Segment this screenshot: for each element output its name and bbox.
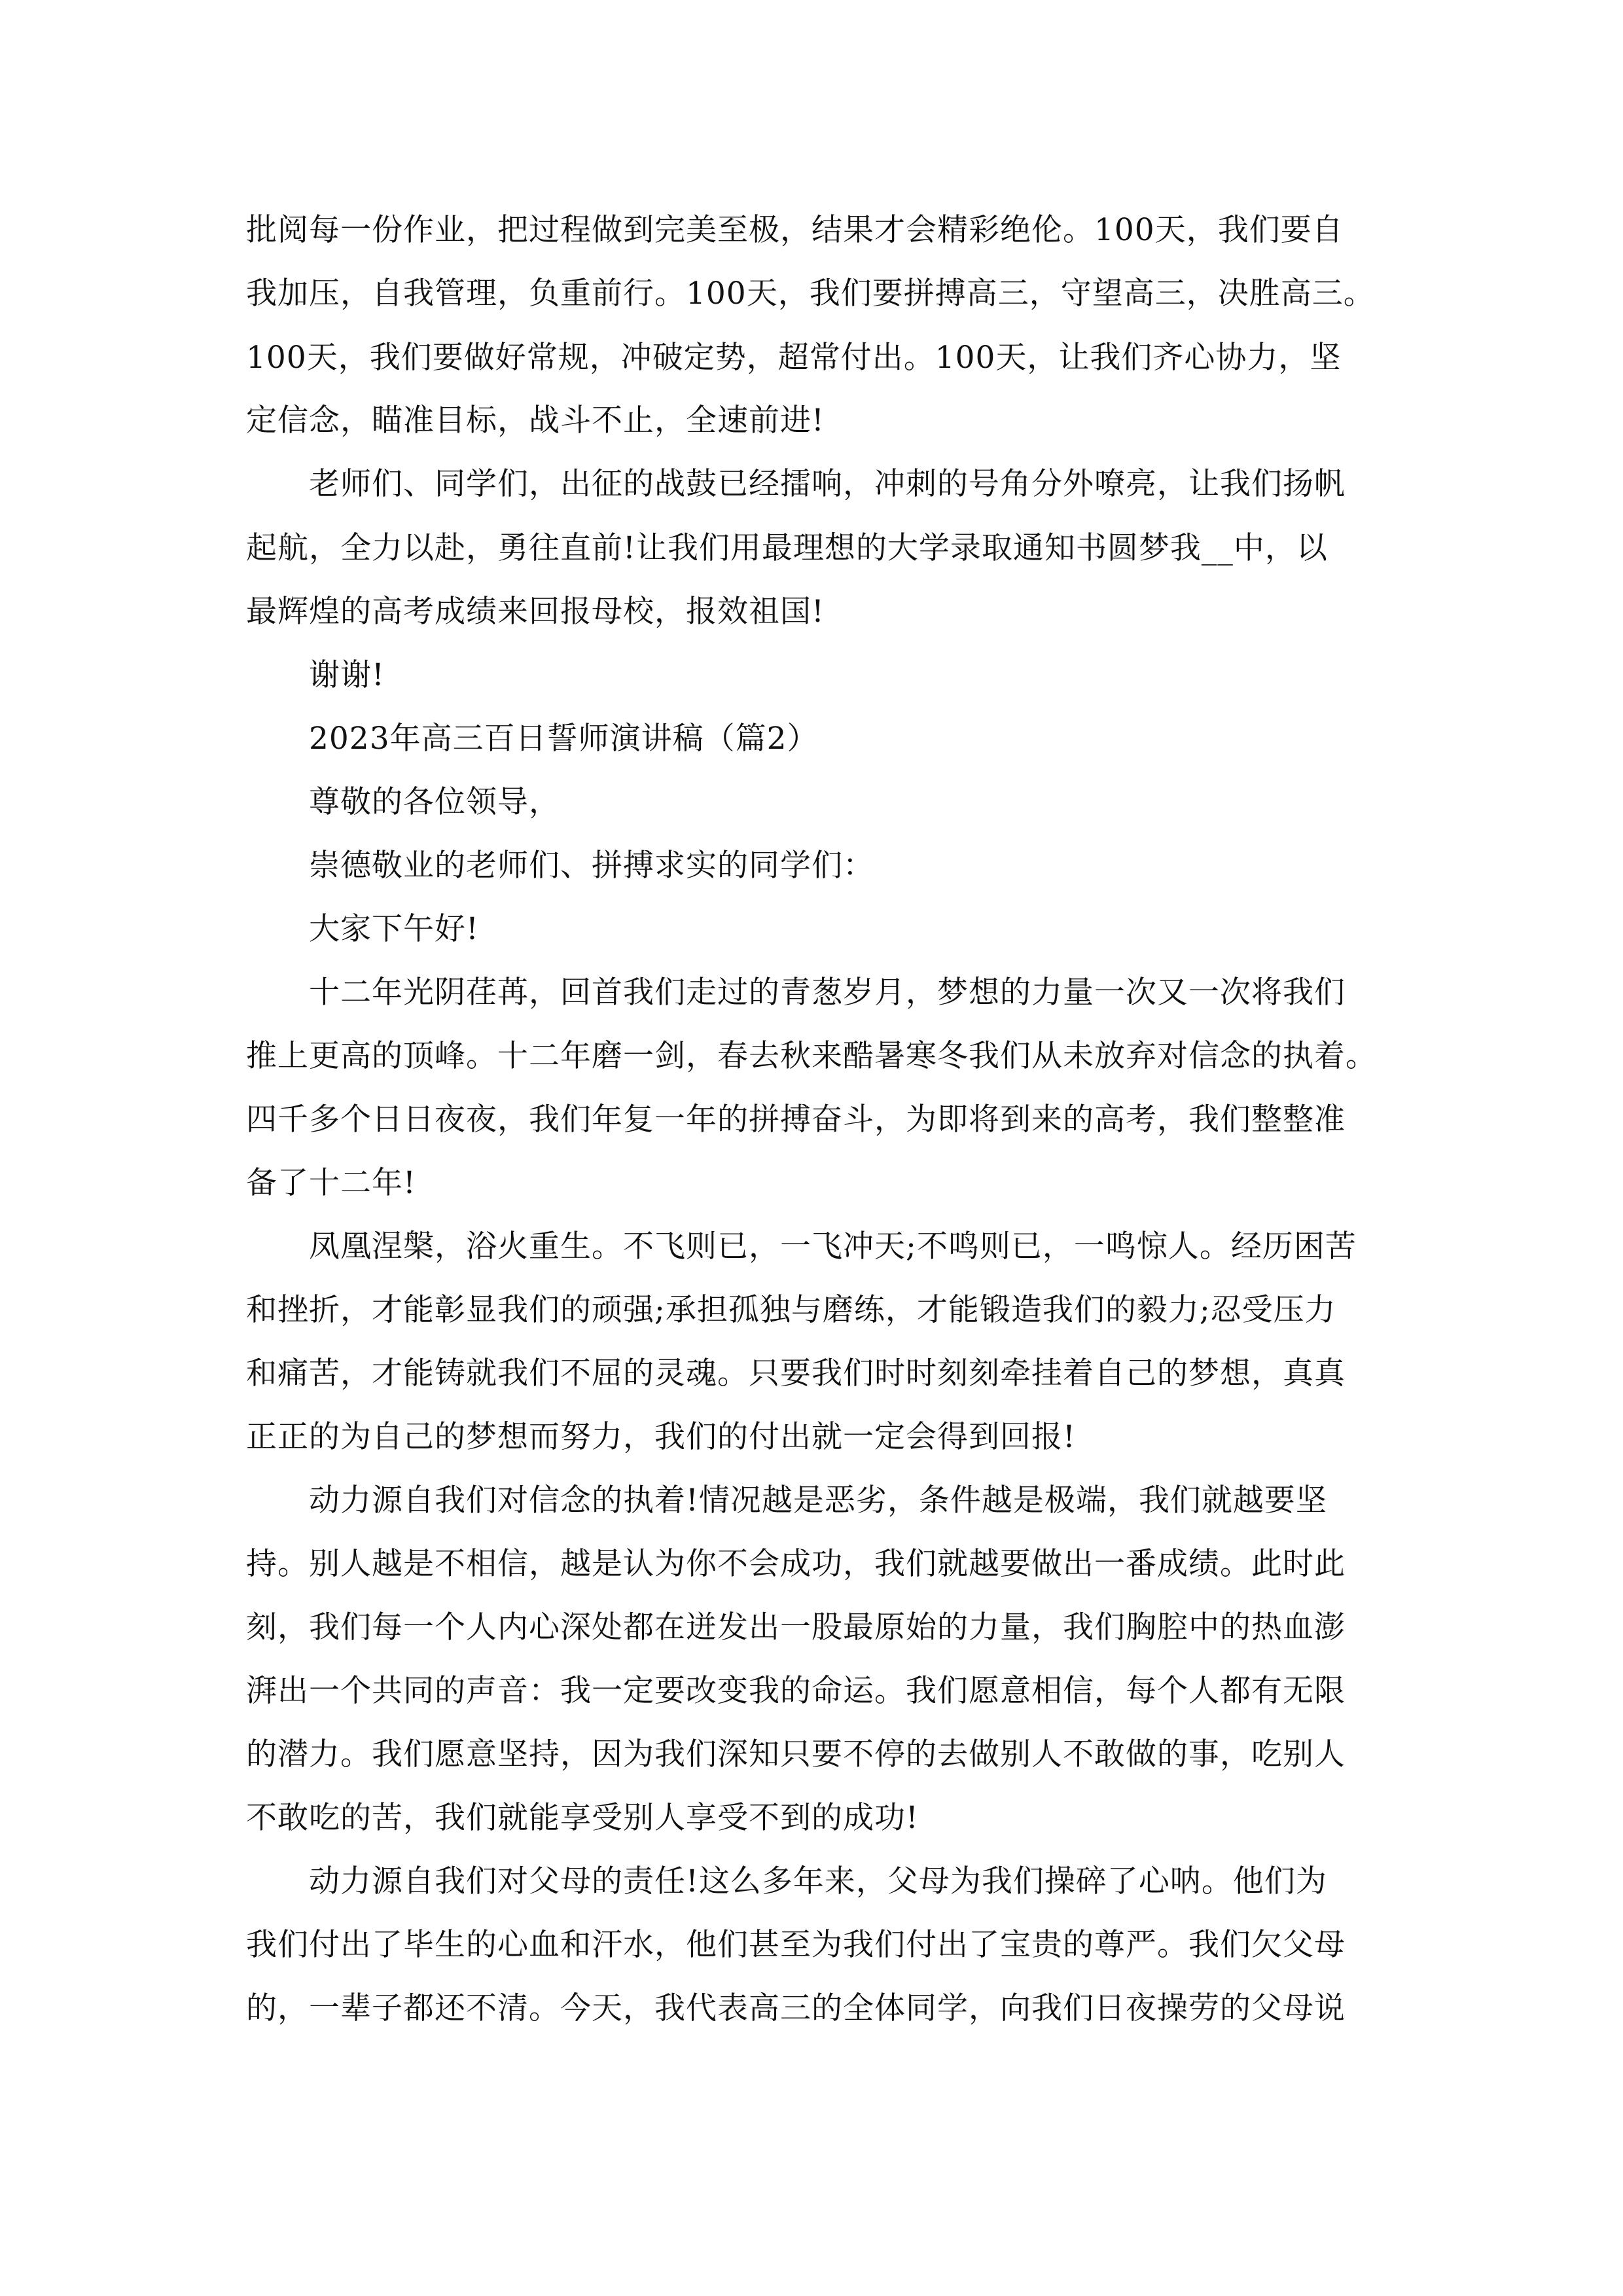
- paragraph-line: 我加压，自我管理，负重前行。100天，我们要拼搏高三，守望高三，决胜高三。: [246, 276, 1375, 312]
- paragraph-line: 推上更高的顶峰。十二年磨一剑，春去秋来酷暑寒冬我们从未放弃对信念的执着。: [246, 1038, 1377, 1074]
- paragraph-line: 十二年光阴荏苒，回首我们走过的青葱岁月，梦想的力量一次又一次将我们: [309, 975, 1346, 1011]
- paragraph-line: 的，一辈子都还不清。今天，我代表高三的全体同学，向我们日夜操劳的父母说: [246, 1990, 1346, 2026]
- paragraph-line: 我们付出了毕生的心血和汗水，他们甚至为我们付出了宝贵的尊严。我们欠父母: [246, 1927, 1346, 1963]
- paragraph-line: 定信念，瞄准目标，战斗不止，全速前进!: [246, 403, 825, 439]
- closing-line: 谢谢!: [309, 657, 385, 693]
- paragraph-line: 最辉煌的高考成绩来回报母校，报效祖国!: [246, 594, 825, 630]
- paragraph-line: 动力源自我们对信念的执着!情况越是恶劣，条件越是极端，我们就越要坚: [309, 1482, 1327, 1518]
- paragraph-line: 起航，全力以赴，勇往直前!让我们用最理想的大学录取通知书圆梦我__中，以: [246, 530, 1328, 566]
- paragraph-line: 凤凰涅槃，浴火重生。不飞则已，一飞冲天;不鸣则已，一鸣惊人。经历困苦: [309, 1229, 1357, 1265]
- section-heading: 2023年高三百日誓师演讲稿（篇2）: [309, 721, 819, 757]
- paragraph-line: 100天，我们要做好常规，冲破定势，超常付出。100天，让我们齐心协力，坚: [246, 340, 1342, 376]
- salutation-line: 崇德敬业的老师们、拼搏求实的同学们：: [309, 848, 874, 884]
- paragraph-line: 的潜力。我们愿意坚持，因为我们深知只要不停的去做别人不敢做的事，吃别人: [246, 1736, 1346, 1772]
- paragraph-line: 和痛苦，才能铸就我们不屈的灵魂。只要我们时时刻刻牵挂着自己的梦想，真真: [246, 1355, 1346, 1391]
- greeting-line: 大家下午好!: [309, 911, 479, 947]
- paragraph-line: 四千多个日日夜夜，我们年复一年的拼搏奋斗，为即将到来的高考，我们整整准: [246, 1102, 1346, 1138]
- paragraph-line: 和挫折，才能彰显我们的顽强;承担孤独与磨练，才能锻造我们的毅力;忍受压力: [246, 1292, 1336, 1328]
- paragraph-line: 刻，我们每一个人内心深处都在迸发出一股最原始的力量，我们胸腔中的热血澎: [246, 1609, 1346, 1645]
- salutation-line: 尊敬的各位领导，: [309, 784, 560, 820]
- paragraph-line: 湃出一个共同的声音：我一定要改变我的命运。我们愿意相信，每个人都有无限: [246, 1673, 1346, 1709]
- paragraph-line: 正正的为自己的梦想而努力，我们的付出就一定会得到回报!: [246, 1419, 1076, 1455]
- paragraph-line: 不敢吃的苦，我们就能享受别人享受不到的成功!: [246, 1800, 919, 1836]
- paragraph-line: 持。别人越是不相信，越是认为你不会成功，我们就越要做出一番成绩。此时此: [246, 1546, 1346, 1582]
- paragraph-line: 老师们、同学们，出征的战鼓已经擂响，冲刺的号角分外嘹亮，让我们扬帆: [309, 466, 1346, 502]
- paragraph-line: 动力源自我们对父母的责任!这么多年来，父母为我们操碎了心呐。他们为: [309, 1863, 1327, 1899]
- paragraph-line: 批阅每一份作业，把过程做到完美至极，结果才会精彩绝伦。100天，我们要自: [246, 212, 1344, 248]
- paragraph-line: 备了十二年!: [246, 1165, 416, 1201]
